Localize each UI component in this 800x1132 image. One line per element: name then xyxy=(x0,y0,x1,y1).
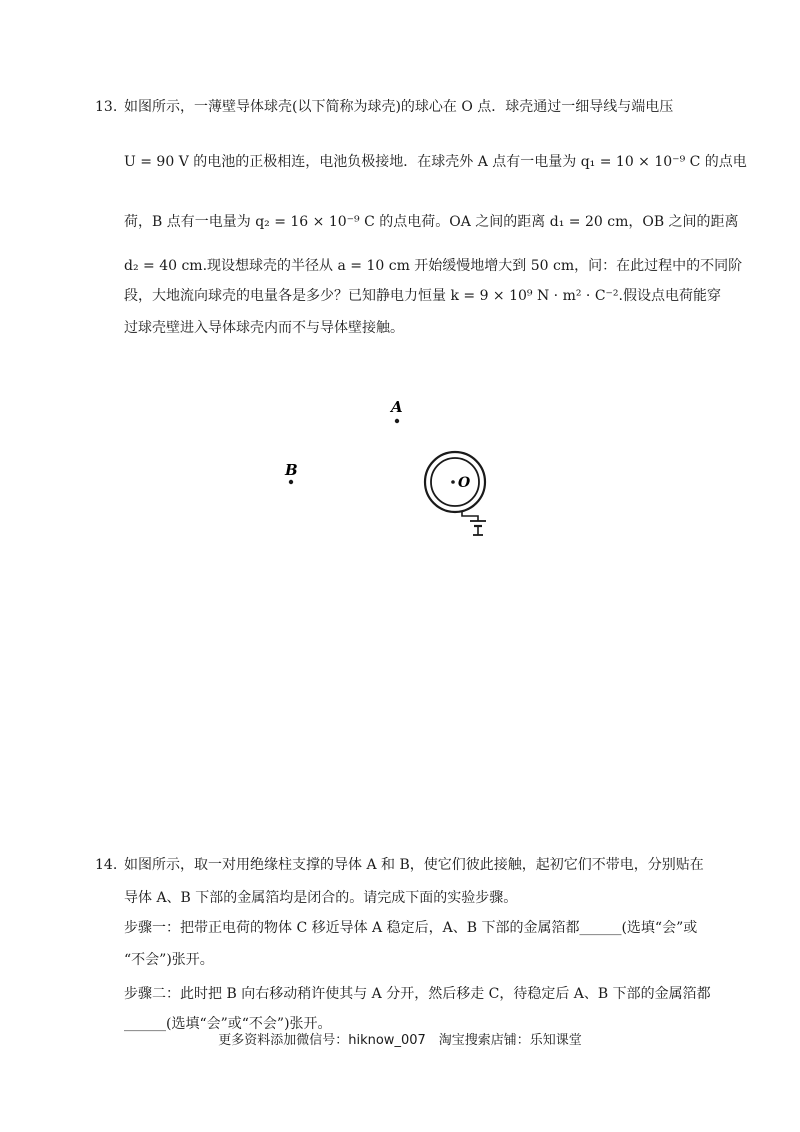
center-o-label: O xyxy=(458,475,471,491)
question-13-number: 13. xyxy=(95,99,118,115)
sphere-shell-figure xyxy=(270,390,530,550)
point-a-label: A xyxy=(391,398,403,416)
q13-line-1: 如图所示，一薄壁导体球壳(以下简称为球壳)的球心在 O 点．球壳通过一细导线与端电压 xyxy=(124,99,674,115)
q13-line-3: 荷，B 点有一电量为 q₂ = 16 × 10⁻⁹ C 的点电荷。OA 之间的距离 d₁ = 20 cm，OB 之间的距离 xyxy=(124,214,739,230)
q14-line-4: “不会”)张开。 xyxy=(124,952,214,968)
point-b-label: B xyxy=(285,461,298,479)
q14-line-6: ______(选填“会”或“不会”)张开。 xyxy=(124,1016,332,1032)
center-o-dot xyxy=(451,480,455,484)
question-14-number: 14. xyxy=(95,857,118,873)
point-b-dot xyxy=(289,480,293,484)
page-footer: 更多资料添加微信号：hiknow_007 淘宝搜索店铺：乐知课堂 xyxy=(218,1033,582,1048)
point-a-dot xyxy=(395,419,399,423)
q14-line-3: 步骤一：把带正电荷的物体 C 移近导体 A 稳定后，A、B 下部的金属箔都______(选填“会”或 xyxy=(124,920,698,936)
q13-line-2: U = 90 V 的电池的正极相连，电池负极接地．在球壳外 A 点有一电量为 q₁ = 10 × 10⁻⁹ C 的点电 xyxy=(124,154,747,170)
q14-line-1: 如图所示，取一对用绝缘柱支撑的导体 A 和 B，使它们彼此接触，起初它们不带电，分别贴在 xyxy=(124,857,704,873)
q14-line-5: 步骤二：此时把 B 向右移动稍许使其与 A 分开，然后移走 C，待稳定后 A、B 下部的金属箔都 xyxy=(124,986,711,1002)
shell-outer-circle xyxy=(425,452,485,512)
q14-line-2: 导体 A、B 下部的金属箔均是闭合的。请完成下面的实验步骤。 xyxy=(124,890,518,906)
q13-line-4: d₂ = 40 cm.现设想球壳的半径从 a = 10 cm 开始缓慢地增大到 50 cm，问：在此过程中的不同阶 xyxy=(124,258,743,274)
q13-line-6: 过球壳壁进入导体球壳内而不与导体壁接触。 xyxy=(124,320,404,336)
shell-inner-circle xyxy=(431,458,479,506)
ground-wire xyxy=(462,511,478,521)
q13-line-5: 段，大地流向球壳的电量各是多少？已知静电力恒量 k = 9 × 10⁹ N · m² · C⁻².假设点电荷能穿 xyxy=(124,288,721,304)
